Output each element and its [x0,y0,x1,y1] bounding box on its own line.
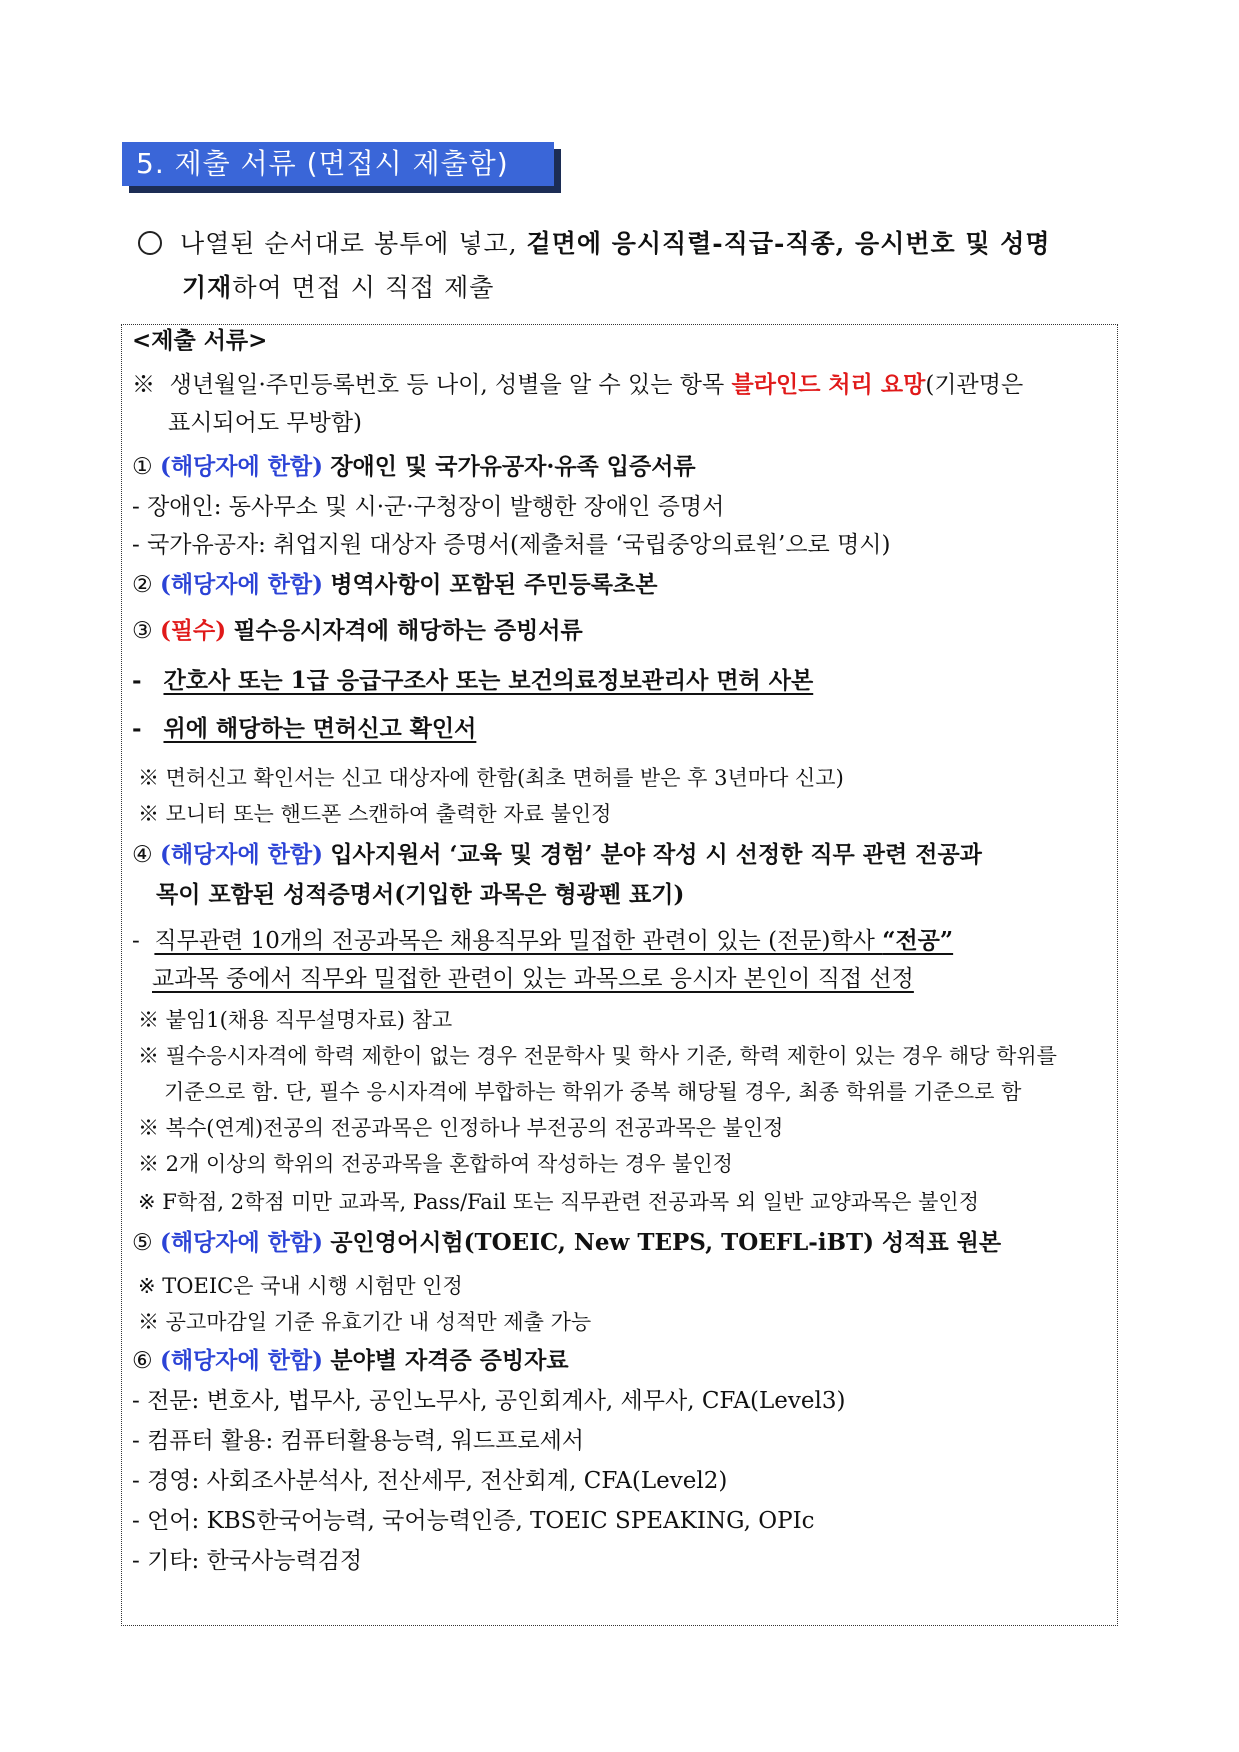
intro-text-bold: 겉면에 응시직렬-직급-직종, 응시번호 및 성명 [526,229,1051,258]
item-3-sub-1: - 간호사 또는 1급 응급구조사 또는 보건의료정보관리사 면허 사본 [132,667,814,694]
item-1-sub-1: - 장애인: 동사무소 및 시·군·구청장이 발행한 장애인 증명서 [132,494,725,520]
item-4-note-1: ※ 붙임1(채용 직무설명자료) 참고 [138,1008,453,1032]
item-2-heading: ② (해당자에 한함) 병역사항이 포함된 주민등록초본 [132,571,658,598]
blind-note: ※ 생년월일·주민등록번호 등 나이, 성별을 알 수 있는 항목 블라인드 처리 요망(기관명은 [132,371,1024,398]
item-5-note-1: ※ TOEIC은 국내 시행 시험만 인정 [138,1274,463,1298]
blind-processing-required: 블라인드 처리 요망 [731,371,926,398]
item-6-sub-1: - 전문: 변호사, 법무사, 공인노무사, 공인회계사, 세무사, CFA(Level3) [132,1388,846,1414]
blind-note-cont: 표시되어도 무방함) [168,410,363,436]
item-1-heading: ① (해당자에 한함) 장애인 및 국가유공자·유족 입증서류 [132,453,696,480]
item-4-note-2-cont: 기준으로 함. 단, 필수 응시자격에 부합하는 학위가 중복 해당될 경우, 최종 학위를 기준으로 함 [164,1080,1022,1104]
item-6-sub-5: - 기타: 한국사능력검정 [132,1548,363,1574]
item-5-heading: ⑤ (해당자에 한함) 공인영어시험(TOEIC, New TEPS, TOEFL-iBT) 성적표 원본 [132,1229,1002,1256]
item-1-sub-2: - 국가유공자: 취업지원 대상자 증명서(제출처를 ‘국립중앙의료원’으로 명시) [132,532,891,558]
item-4-sub-1-cont: 교과목 중에서 직무와 밀접한 관련이 있는 과목으로 응시자 본인이 직접 선정 [152,966,914,992]
item-4-heading: ④ (해당자에 한함) 입사지원서 ‘교육 및 경험’ 분야 작성 시 선정한 직무 관련 전공과 [132,841,982,868]
item-6-sub-3: - 경영: 사회조사분석사, 전산세무, 전산회계, CFA(Level2) [132,1468,728,1494]
item-4-note-5: ※ F학점, 2학점 미만 교과목, Pass/Fail 또는 직무관련 전공과목 외 일반 교양과목은 불인정 [138,1190,979,1214]
item-3-heading: ③ (필수) 필수응시자격에 해당하는 증빙서류 [132,617,583,644]
circle-bullet-icon [138,231,162,255]
item-6-sub-2: - 컴퓨터 활용: 컴퓨터활용능력, 워드프로세서 [132,1428,584,1454]
intro-text-a: 나열된 순서대로 봉투에 넣고, [180,229,527,258]
item-4-note-2: ※ 필수응시자격에 학력 제한이 없는 경우 전문학사 및 학사 기준, 학력 제한이 있는 경우 해당 학위를 [138,1044,1057,1068]
item-4-note-3: ※ 복수(연계)전공의 전공과목은 인정하나 부전공의 전공과목은 불인정 [138,1116,784,1140]
section-heading [122,142,554,186]
intro-line2 [138,266,1118,310]
box-title: <제출 서류> [132,327,268,354]
item-6-heading: ⑥ (해당자에 한함) 분야별 자격증 증빙자료 [132,1347,569,1374]
item-5-note-2: ※ 공고마감일 기준 유효기간 내 성적만 제출 가능 [138,1310,592,1334]
item-4-heading-cont: 목이 포함된 성적증명서(기입한 과목은 형광펜 표기) [156,881,685,908]
intro-text-bold2: 기재 [182,273,233,302]
intro-text-c: 하여 면접 시 직접 제출 [232,273,495,302]
item-3-sub-2: - 위에 해당하는 면허신고 확인서 [132,715,477,742]
section-title: 5. 제출 서류 (면접시 제출함) [122,142,554,186]
item-4-note-4: ※ 2개 이상의 학위의 전공과목을 혼합하여 작성하는 경우 불인정 [138,1152,733,1176]
item-3-note-2: ※ 모니터 또는 핸드폰 스캔하여 출력한 자료 불인정 [138,802,612,826]
item-6-sub-4: - 언어: KBS한국어능력, 국어능력인증, TOEIC SPEAKING, OPIc [132,1508,815,1534]
item-3-note-1: ※ 면허신고 확인서는 신고 대상자에 한함(최초 면허를 받은 후 3년마다 신고) [138,766,844,790]
intro-paragraph [138,222,1118,310]
item-4-sub-1: - 직무관련 10개의 전공과목은 채용직무와 밀접한 관련이 있는 (전문)학사 “전공” [132,927,954,954]
